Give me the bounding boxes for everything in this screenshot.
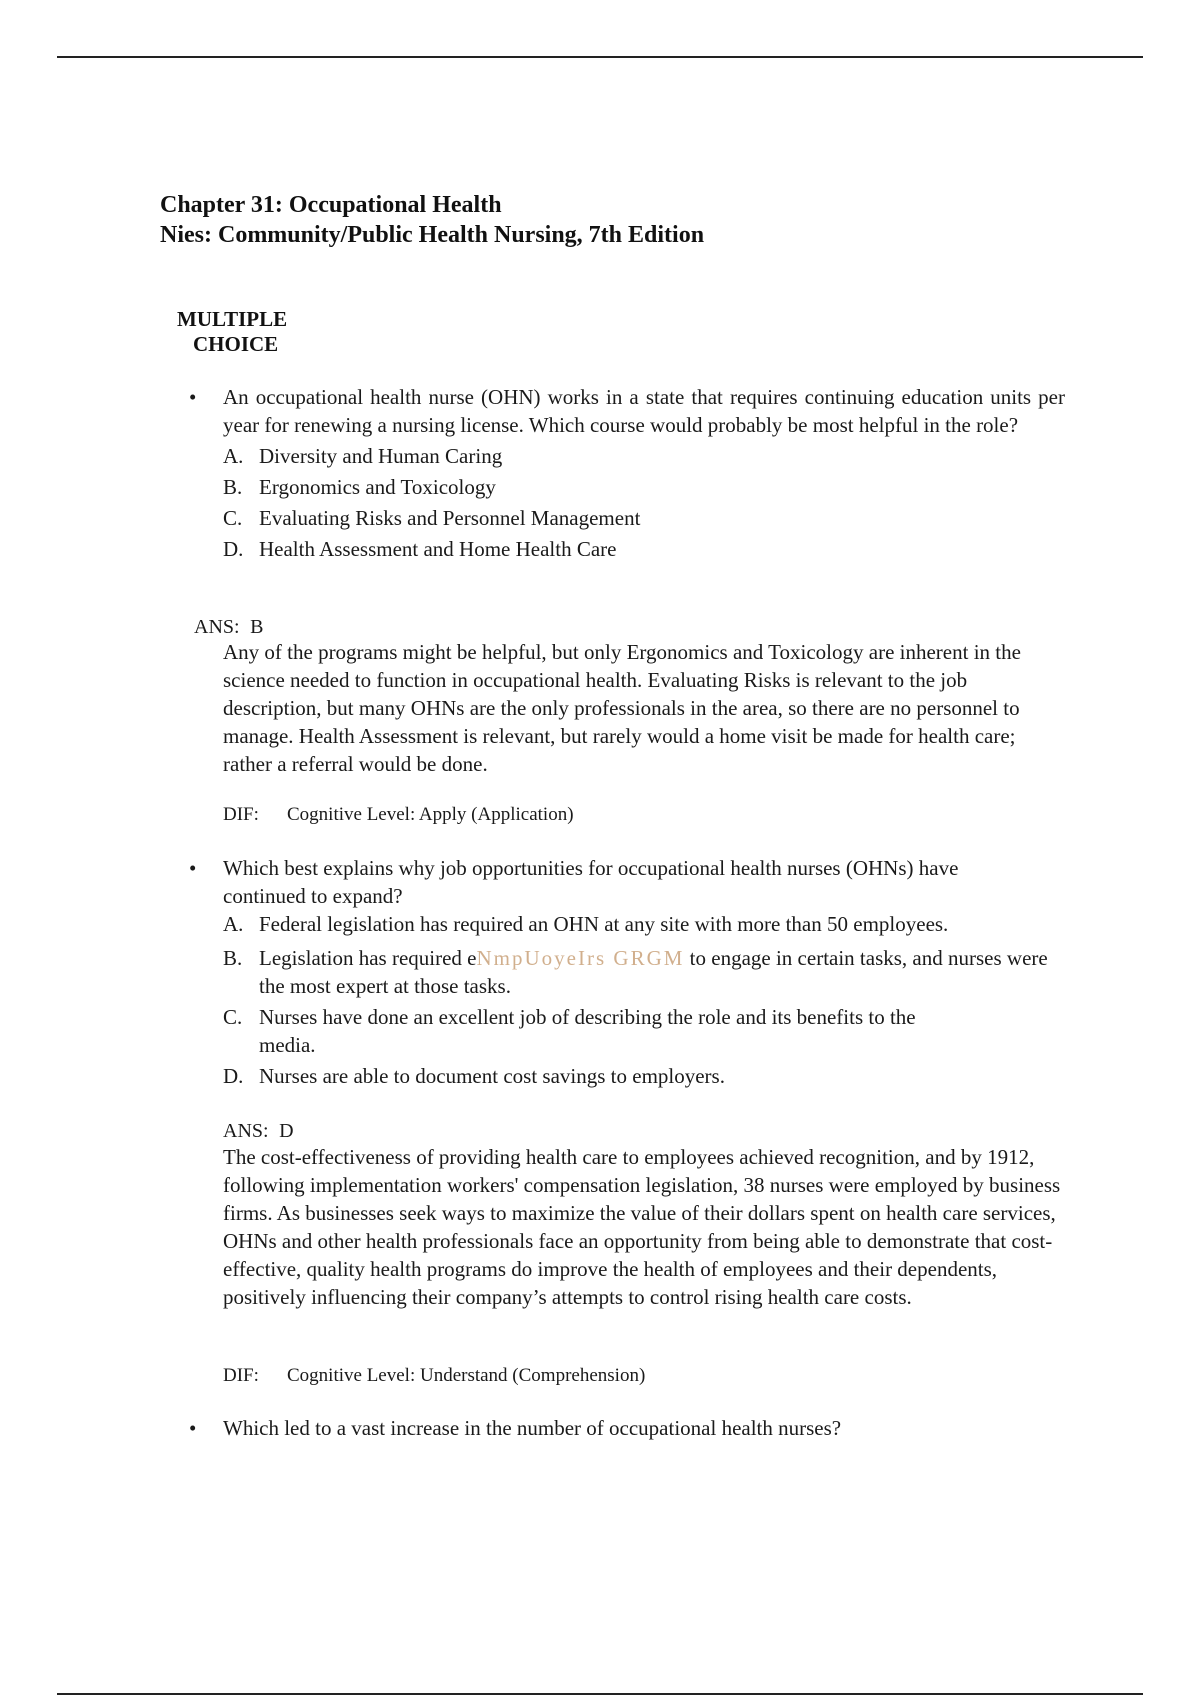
bottom-rule bbox=[57, 1693, 1143, 1695]
chapter-title: Chapter 31: Occupational Health bbox=[160, 192, 502, 218]
question-3-stem: Which led to a vast increase in the number of occupational health nurses? bbox=[223, 1416, 842, 1440]
option-text: Nurses have done an excellent job of describing the role and its benefits to the media. bbox=[259, 1005, 916, 1057]
option-letter: C. bbox=[223, 506, 243, 530]
option-letter: A. bbox=[223, 912, 244, 936]
bullet-icon: • bbox=[189, 385, 197, 409]
top-rule bbox=[57, 56, 1143, 58]
question-2-rationale: The cost-effectiveness of providing health care to employees achieved recognition, and by 1912, following implementation workers' compensation legislation, 38 nurses were employed by business firms. As businesses seek ways to maximize the value of their dollars spent on health care services, OHNs and other health professionals face an opportunity from being able to demonstrate that cost-effective, quality health programs do improve the health of employees and their dependents, positively influencing their company’s attempts to control rising health care costs. bbox=[223, 1145, 1061, 1309]
option-text: Federal legislation has required an OHN at any site with more than 50 employees. bbox=[259, 912, 949, 936]
question-1-option-d bbox=[223, 535, 1065, 563]
option-letter: C. bbox=[223, 1005, 243, 1029]
question-2-option-b bbox=[223, 944, 1065, 1000]
option-text-part2: to engage in certain tasks, and nurses were the most expert at those tasks. bbox=[259, 946, 1048, 998]
option-text: Health Assessment and Home Health Care bbox=[259, 537, 617, 561]
question-1 bbox=[189, 383, 1065, 563]
question-2-difficulty bbox=[223, 1362, 1065, 1390]
question-1-stem: An occupational health nurse (OHN) works in a state that requires continuing education units per year for renewing a nursing license. Which course would probably be most helpful in the role? bbox=[223, 385, 1065, 437]
bullet-icon: • bbox=[189, 856, 197, 880]
question-1-difficulty bbox=[223, 801, 1065, 829]
question-1-rationale: Any of the programs might be helpful, but only Ergonomics and Toxicology are inherent in the science needed to function in occupational health. Evaluating Risks is relevant to the job description, but many OHNs are the only professionals in the area, so there are no personnel to manage. Health Assessment is relevant, but rarely would a home visit be made for health care; rather a referral would be done. bbox=[223, 640, 1021, 776]
watermark-text: NmpUoyeIrs GRGM bbox=[476, 946, 685, 970]
document-header bbox=[160, 190, 704, 250]
option-letter: D. bbox=[223, 537, 244, 561]
question-2-option-c bbox=[223, 1003, 953, 1059]
option-text: Diversity and Human Caring bbox=[259, 444, 503, 468]
section-heading-line2: CHOICE bbox=[193, 332, 279, 356]
dif-value: Cognitive Level: Apply (Application) bbox=[287, 804, 574, 825]
answer-value: D bbox=[279, 1120, 294, 1142]
answer-value: B bbox=[250, 616, 264, 638]
option-text bbox=[259, 944, 1065, 1000]
bullet-icon: • bbox=[189, 1416, 197, 1440]
dif-value: Cognitive Level: Understand (Comprehension) bbox=[287, 1365, 646, 1386]
dif-label: DIF: bbox=[223, 804, 259, 825]
option-text-part1: Legislation has required e bbox=[259, 946, 477, 970]
question-1-option-c bbox=[223, 504, 1065, 532]
option-letter: A. bbox=[223, 444, 244, 468]
question-1-option-b bbox=[223, 473, 1065, 501]
question-2-option-d bbox=[223, 1062, 1065, 1090]
question-2-options bbox=[223, 910, 1065, 1090]
option-letter: B. bbox=[223, 475, 243, 499]
option-letter: D. bbox=[223, 1064, 244, 1088]
question-2-option-a bbox=[223, 910, 1065, 938]
section-heading-line1: MULTIPLE bbox=[177, 307, 288, 331]
answer-label: ANS: bbox=[223, 1120, 269, 1142]
question-1-options bbox=[223, 442, 1065, 563]
option-text: Evaluating Risks and Personnel Management bbox=[259, 506, 641, 530]
dif-label: DIF: bbox=[223, 1365, 259, 1386]
question-2-stem: Which best explains why job opportunities for occupational health nurses (OHNs) have continued to expand? bbox=[223, 856, 959, 908]
option-letter: B. bbox=[223, 946, 243, 970]
option-text: Ergonomics and Toxicology bbox=[259, 475, 496, 499]
question-3 bbox=[189, 1414, 1065, 1442]
book-title: Nies: Community/Public Health Nursing, 7th Edition bbox=[160, 222, 705, 248]
question-1-option-a bbox=[223, 442, 1065, 470]
section-heading bbox=[177, 307, 287, 357]
question-1-answer bbox=[194, 612, 1064, 641]
answer-label: ANS: bbox=[194, 616, 240, 638]
question-2 bbox=[189, 854, 963, 910]
option-text: Nurses are able to document cost savings to employers. bbox=[259, 1064, 725, 1088]
question-2-answer bbox=[223, 1116, 1065, 1145]
